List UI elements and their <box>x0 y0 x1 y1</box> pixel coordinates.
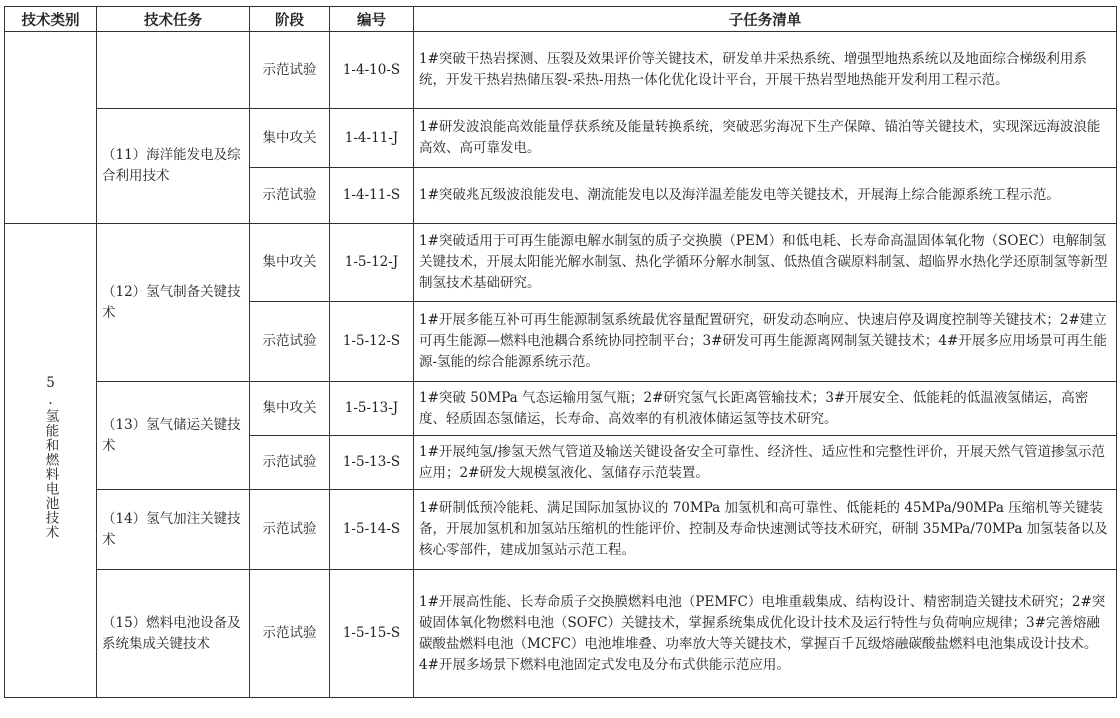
code-cell: 1-5-15-S <box>330 570 414 698</box>
stage-cell: 示范试验 <box>250 490 330 570</box>
task-cell-14: （14）氢气加注关键技术 <box>97 490 250 570</box>
code-cell: 1-5-12-J <box>330 224 414 302</box>
category-cell-5 <box>5 224 97 698</box>
code-cell: 1-4-10-S <box>330 32 414 109</box>
subtask-cell: 1#开展纯氢/掺氢天然气管道及输送关键设备安全可靠性、经济性、适应性和完整性评价，开展天然气管道掺氢示范应用；2#研发大规模氢液化、氢储存示范装置。 <box>414 436 1117 490</box>
category-cell-4 <box>5 32 97 224</box>
table-row <box>5 382 1117 436</box>
header-task: 技术任务 <box>97 7 250 32</box>
subtask-cell: 1#开展多能互补可再生能源制氢系统最优容量配置研究，研发动态响应、快速启停及调度控制等关键技术；2#建立可再生能源—燃料电池耦合系统协同控制平台；3#研发可再生能源离网制氢关键技术；4#开展多应用场景可再生能源-氢能的综合能源系统示范。 <box>414 302 1117 382</box>
header-code: 编号 <box>330 7 414 32</box>
code-cell: 1-4-11-J <box>330 109 414 168</box>
header-stage: 阶段 <box>250 7 330 32</box>
task-cell-11: （11）海洋能发电及综合利用技术 <box>97 109 250 224</box>
task-cell-12: （12）氢气制备关键技术 <box>97 224 250 382</box>
header-subtasks: 子任务清单 <box>414 7 1117 32</box>
table-row <box>5 224 1117 302</box>
table-row <box>5 490 1117 570</box>
table-row <box>5 570 1117 698</box>
category-label-5: 5.氢能和燃料电池技术 <box>42 374 59 540</box>
stage-cell: 示范试验 <box>250 32 330 109</box>
stage-cell: 示范试验 <box>250 168 330 224</box>
stage-cell: 集中攻关 <box>250 109 330 168</box>
code-cell: 1-4-11-S <box>330 168 414 224</box>
subtask-cell: 1#突破适用于可再生能源电解水制氢的质子交换膜（PEM）和低电耗、长寿命高温固体氧化物（SOEC）电解制氢关键技术，开展太阳能光解水制氢、热化学循环分解水制氢、低热值含碳原料制氢、超临界水热化学还原制氢等新型制氢技术基础研究。 <box>414 224 1117 302</box>
subtask-cell: 1#突破干热岩探测、压裂及效果评价等关键技术，研发单井采热系统、增强型地热系统以及地面综合梯级利用系统，开发干热岩热储压裂-采热-用热一体化优化设计平台，开展干热岩型地热能开发利用工程示范。 <box>414 32 1117 109</box>
header-row <box>5 7 1117 32</box>
code-cell: 1-5-13-J <box>330 382 414 436</box>
subtask-cell: 1#开展高性能、长寿命质子交换膜燃料电池（PEMFC）电堆重载集成、结构设计、精密制造关键技术研究；2#突破固体氧化物燃料电池（SOFC）关键技术，掌握系统集成优化设计技术及运行特性与负荷响应规律；3#完善熔融碳酸盐燃料电池（MCFC）电池堆堆叠、功率放大等关键技术，掌握百千瓦级熔融碳酸盐燃料电池集成设计技术。4#开展多场景下燃料电池固定式发电及分布式供能示范应用。 <box>414 570 1117 698</box>
tech-task-table <box>4 6 1117 698</box>
stage-cell: 集中攻关 <box>250 382 330 436</box>
subtask-cell: 1#研制低预冷能耗、满足国际加氢协议的 70MPa 加氢机和高可靠性、低能耗的 45MPa/90MPa 压缩机等关键装备，开展加氢机和加氢站压缩机的性能评价、控制及寿命快速测试等技术研究，研制 35MPa/70MPa 加氢装备以及核心零部件，建成加氢站示范工程。 <box>414 490 1117 570</box>
stage-cell: 示范试验 <box>250 436 330 490</box>
table-row <box>5 32 1117 109</box>
subtask-cell: 1#突破 50MPa 气态运输用氢气瓶；2#研究氢气长距离管输技术；3#开展安全、低能耗的低温液氢储运，高密度、轻质固态氢储运，长寿命、高效率的有机液体储运氢等技术研究。 <box>414 382 1117 436</box>
subtask-cell: 1#突破兆瓦级波浪能发电、潮流能发电以及海洋温差能发电等关键技术，开展海上综合能源系统工程示范。 <box>414 168 1117 224</box>
table-row <box>5 109 1117 168</box>
task-cell-13: （13）氢气储运关键技术 <box>97 382 250 490</box>
stage-cell: 示范试验 <box>250 302 330 382</box>
subtask-cell: 1#研发波浪能高效能量俘获系统及能量转换系统，突破恶劣海况下生产保障、锚泊等关键技术，实现深远海波浪能高效、高可靠发电。 <box>414 109 1117 168</box>
task-cell-15: （15）燃料电池设备及系统集成关键技术 <box>97 570 250 698</box>
task-cell-empty <box>97 32 250 109</box>
stage-cell: 示范试验 <box>250 570 330 698</box>
stage-cell: 集中攻关 <box>250 224 330 302</box>
code-cell: 1-5-13-S <box>330 436 414 490</box>
code-cell: 1-5-14-S <box>330 490 414 570</box>
code-cell: 1-5-12-S <box>330 302 414 382</box>
header-category: 技术类别 <box>5 7 97 32</box>
